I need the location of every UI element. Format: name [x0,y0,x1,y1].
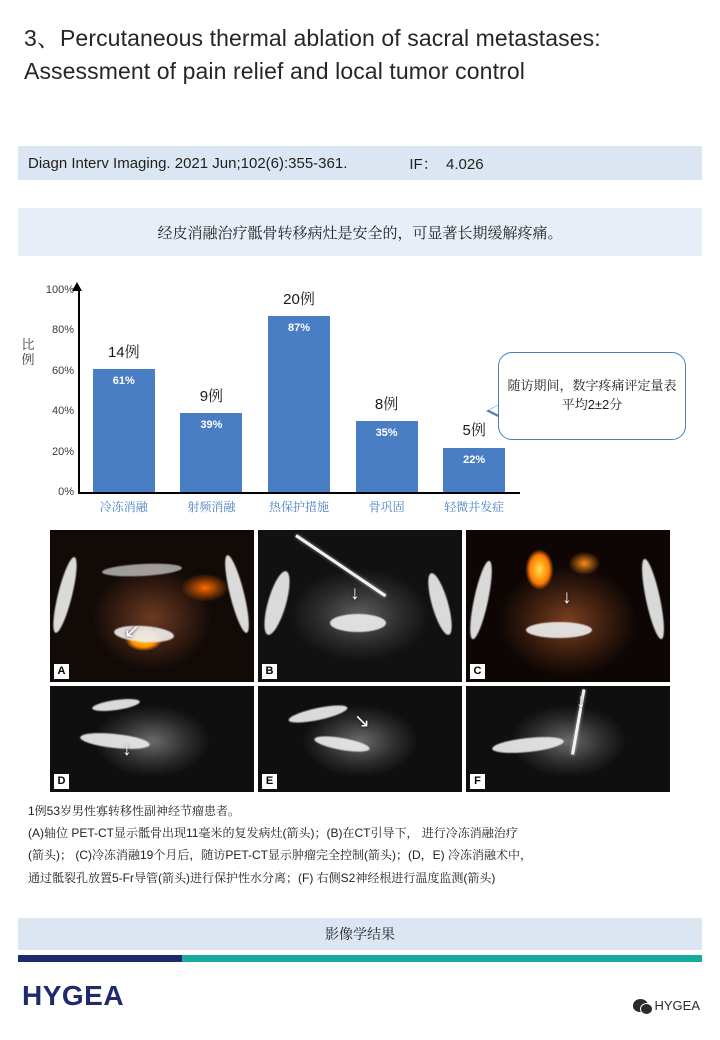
bar-value-label: 87% [287,322,310,335]
figure-arrow-f: ↓ [576,691,586,712]
figure-arrow-c: ↓ [562,587,572,608]
bar-value-label: 35% [375,427,398,440]
bar-minor-complications [443,448,505,492]
bar-consolidation [356,421,418,492]
figure-panel-b [258,530,462,682]
bar-value-label: 22% [463,453,486,466]
footer-rule-right [182,955,702,962]
page-title: 3、Percutaneous thermal ablation of sacral metastases: Assessment of pain relief and local tumor control [24,25,601,84]
wechat-icon [633,999,648,1012]
bar-value-label: 61% [112,374,135,387]
figure-panel-e [258,686,462,792]
needle-track-b [295,534,386,597]
chart-y-tick-labels [36,284,74,498]
figure-label-f: F [470,774,485,789]
chart-y-axis-title: 比例 [21,337,35,367]
callout-box: 随访期间，数字疼痛评定量表平均2±2分 [498,352,686,440]
caption-line-4: 通过骶裂孔放置5-Fr导管(箭头)进行保护性水分离；(F) 右侧S2神经根进行温度监测(箭头) [28,870,496,885]
y-tick-80: 80% [51,324,74,337]
figure-arrow-e: ↘ [354,711,370,732]
figure-label-a: A [54,664,69,679]
y-tick-60: 60% [51,364,74,377]
bar-column [266,290,332,492]
y-tick-0: 0% [58,486,74,498]
bar-radiofrequency [180,413,242,492]
caption-line-3: (箭头)； (C)冷冻消融19个月后，随访PET-CT显示肿瘤完全控制(箭头)；(D，E) 冷冻消融术中， [28,848,532,863]
bar-count-label: 5例 [462,422,486,439]
wechat-label: HYGEA [654,998,700,1013]
figure-arrow-d: ↓ [122,739,132,760]
figure-label-e: E [262,774,277,789]
x-tick-thermoprotection: 热保护措施 [268,500,329,514]
bar-cryoablation [93,369,155,492]
y-tick-40: 40% [51,405,74,418]
bar-count-label: 9例 [199,388,224,405]
figure-panel-c [466,530,670,682]
conclusion-bar [18,208,702,256]
figure-label-b: B [262,664,277,679]
figure-arrow-b: ↓ [350,583,360,604]
caption-line-1: 1例53岁男性寡转移性副神经节瘤患者。 [28,804,241,818]
figure-montage [50,530,670,792]
bar-column [178,290,244,492]
x-tick-radiofrequency: 射频消融 [187,500,236,514]
bar-value-label: 39% [200,419,223,432]
bar-count-label: 20例 [283,291,315,308]
x-tick-consolidation: 骨巩固 [368,500,405,514]
chart-x-tick-labels [80,498,518,515]
journal-reference: Diagn Interv Imaging. 2021 Jun;102(6):355-361. [28,154,348,172]
figure-row-bottom [50,686,670,792]
figure-panel-a [50,530,254,682]
figure-panel-d [50,686,254,792]
section-label-band: 影像学结果 [18,918,702,950]
footer-rule [18,955,702,962]
x-tick-cryoablation: 冷冻消融 [99,500,148,514]
bar-count-label: 8例 [374,396,399,413]
figure-row-top [50,530,670,682]
impact-factor: IF： 4.026 [409,155,484,173]
figure-arrow-a: ↙ [124,621,140,642]
figure-label-c: C [470,664,485,679]
brand-logo: HYGEA [22,980,125,1011]
bar-column [91,290,157,492]
bar-count-label: 14例 [107,344,140,361]
figure-caption [28,800,688,889]
figure-panel-f [466,686,670,792]
chart-bars [80,290,518,492]
bar-column [354,290,420,492]
journal-info-bar [18,146,702,180]
footer-rule-left [18,955,182,962]
figure-label-d: D [54,774,69,789]
conclusion-text: 经皮消融治疗骶骨转移病灶是安全的，可显著长期缓解疼痛。 [157,224,563,242]
y-tick-20: 20% [51,445,74,458]
y-tick-100: 100% [45,284,74,296]
x-tick-minor-complications: 轻微并发症 [444,500,505,514]
caption-line-2: (A)轴位 PET-CT显示骶骨出现11毫米的复发病灶(箭头)；(B)在CT引导下， 进行冷冻消融治疗 [28,826,518,841]
wechat-account [633,998,700,1013]
bar-thermoprotection [268,316,330,492]
bar-chart [18,278,538,523]
